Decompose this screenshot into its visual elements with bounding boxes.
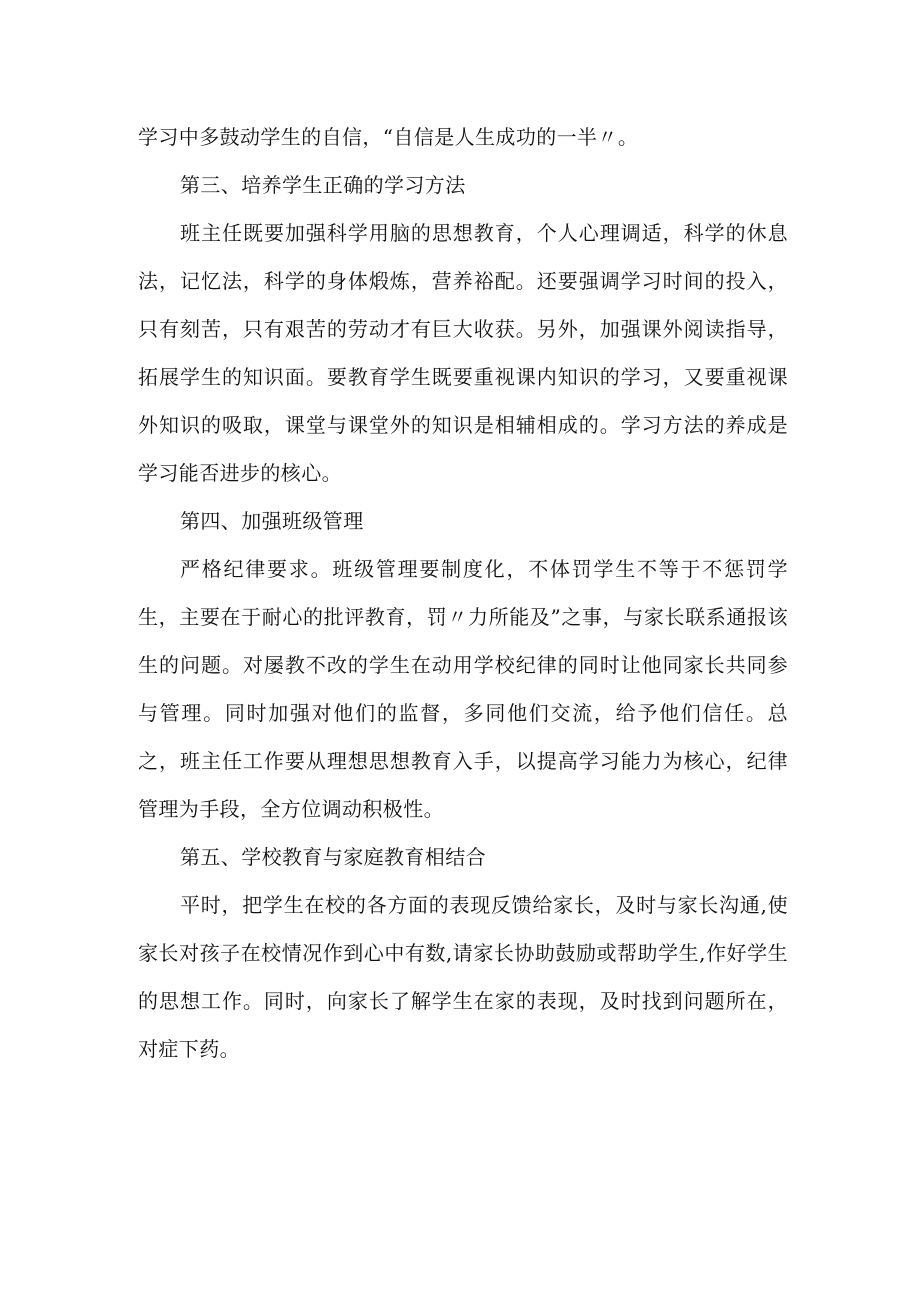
- paragraph-home-school: 平时，把学生在校的各方面的表现反馈给家长，及时与家长沟通,使家长对孩子在校情况作到心中有数,请家长协助鼓励或帮助学生,作好学生的思想工作。同时，向家长了解学生在家的表现，及时找到问题所在，对症下药。: [138, 893, 788, 1061]
- section-heading-5: 第五、学校教育与家庭教育相结合: [180, 845, 486, 869]
- document-body: [138, 113, 788, 1073]
- paragraph-continuation: 学习中多鼓动学生的自信，“自信是人生成功的一半〃。: [138, 125, 639, 149]
- paragraph-class-management: 严格纪律要求。班级管理要制度化，不体罚学生不等于不惩罚学生，主要在于耐心的批评教育，罚〃力所能及”之事，与家长联系通报该生的问题。对屡教不改的学生在动用学校纪律的同时让他同家长共同参与管理。同时加强对他们的监督，多同他们交流，给予他们信任。总之，班主任工作要从理想思想教育入手，以提高学习能力为核心，纪律管理为手段，全方位调动积极性。: [138, 557, 788, 821]
- section-heading-4: 第四、加强班级管理: [180, 509, 364, 533]
- paragraph-study-methods: 班主任既要加强科学用脑的思想教育，个人心理调适，科学的休息法，记忆法，科学的身体煅炼，营养裕配。还要强调学习时间的投入，只有刻苦，只有艰苦的劳动才有巨大收获。另外，加强课外阅读指导，拓展学生的知识面。要教育学生既要重视课内知识的学习，又要重视课外知识的吸取，课堂与课堂外的知识是相辅相成的。学习方法的养成是学习能否进步的核心。: [138, 221, 788, 485]
- section-heading-3: 第三、培养学生正确的学习方法: [180, 173, 466, 197]
